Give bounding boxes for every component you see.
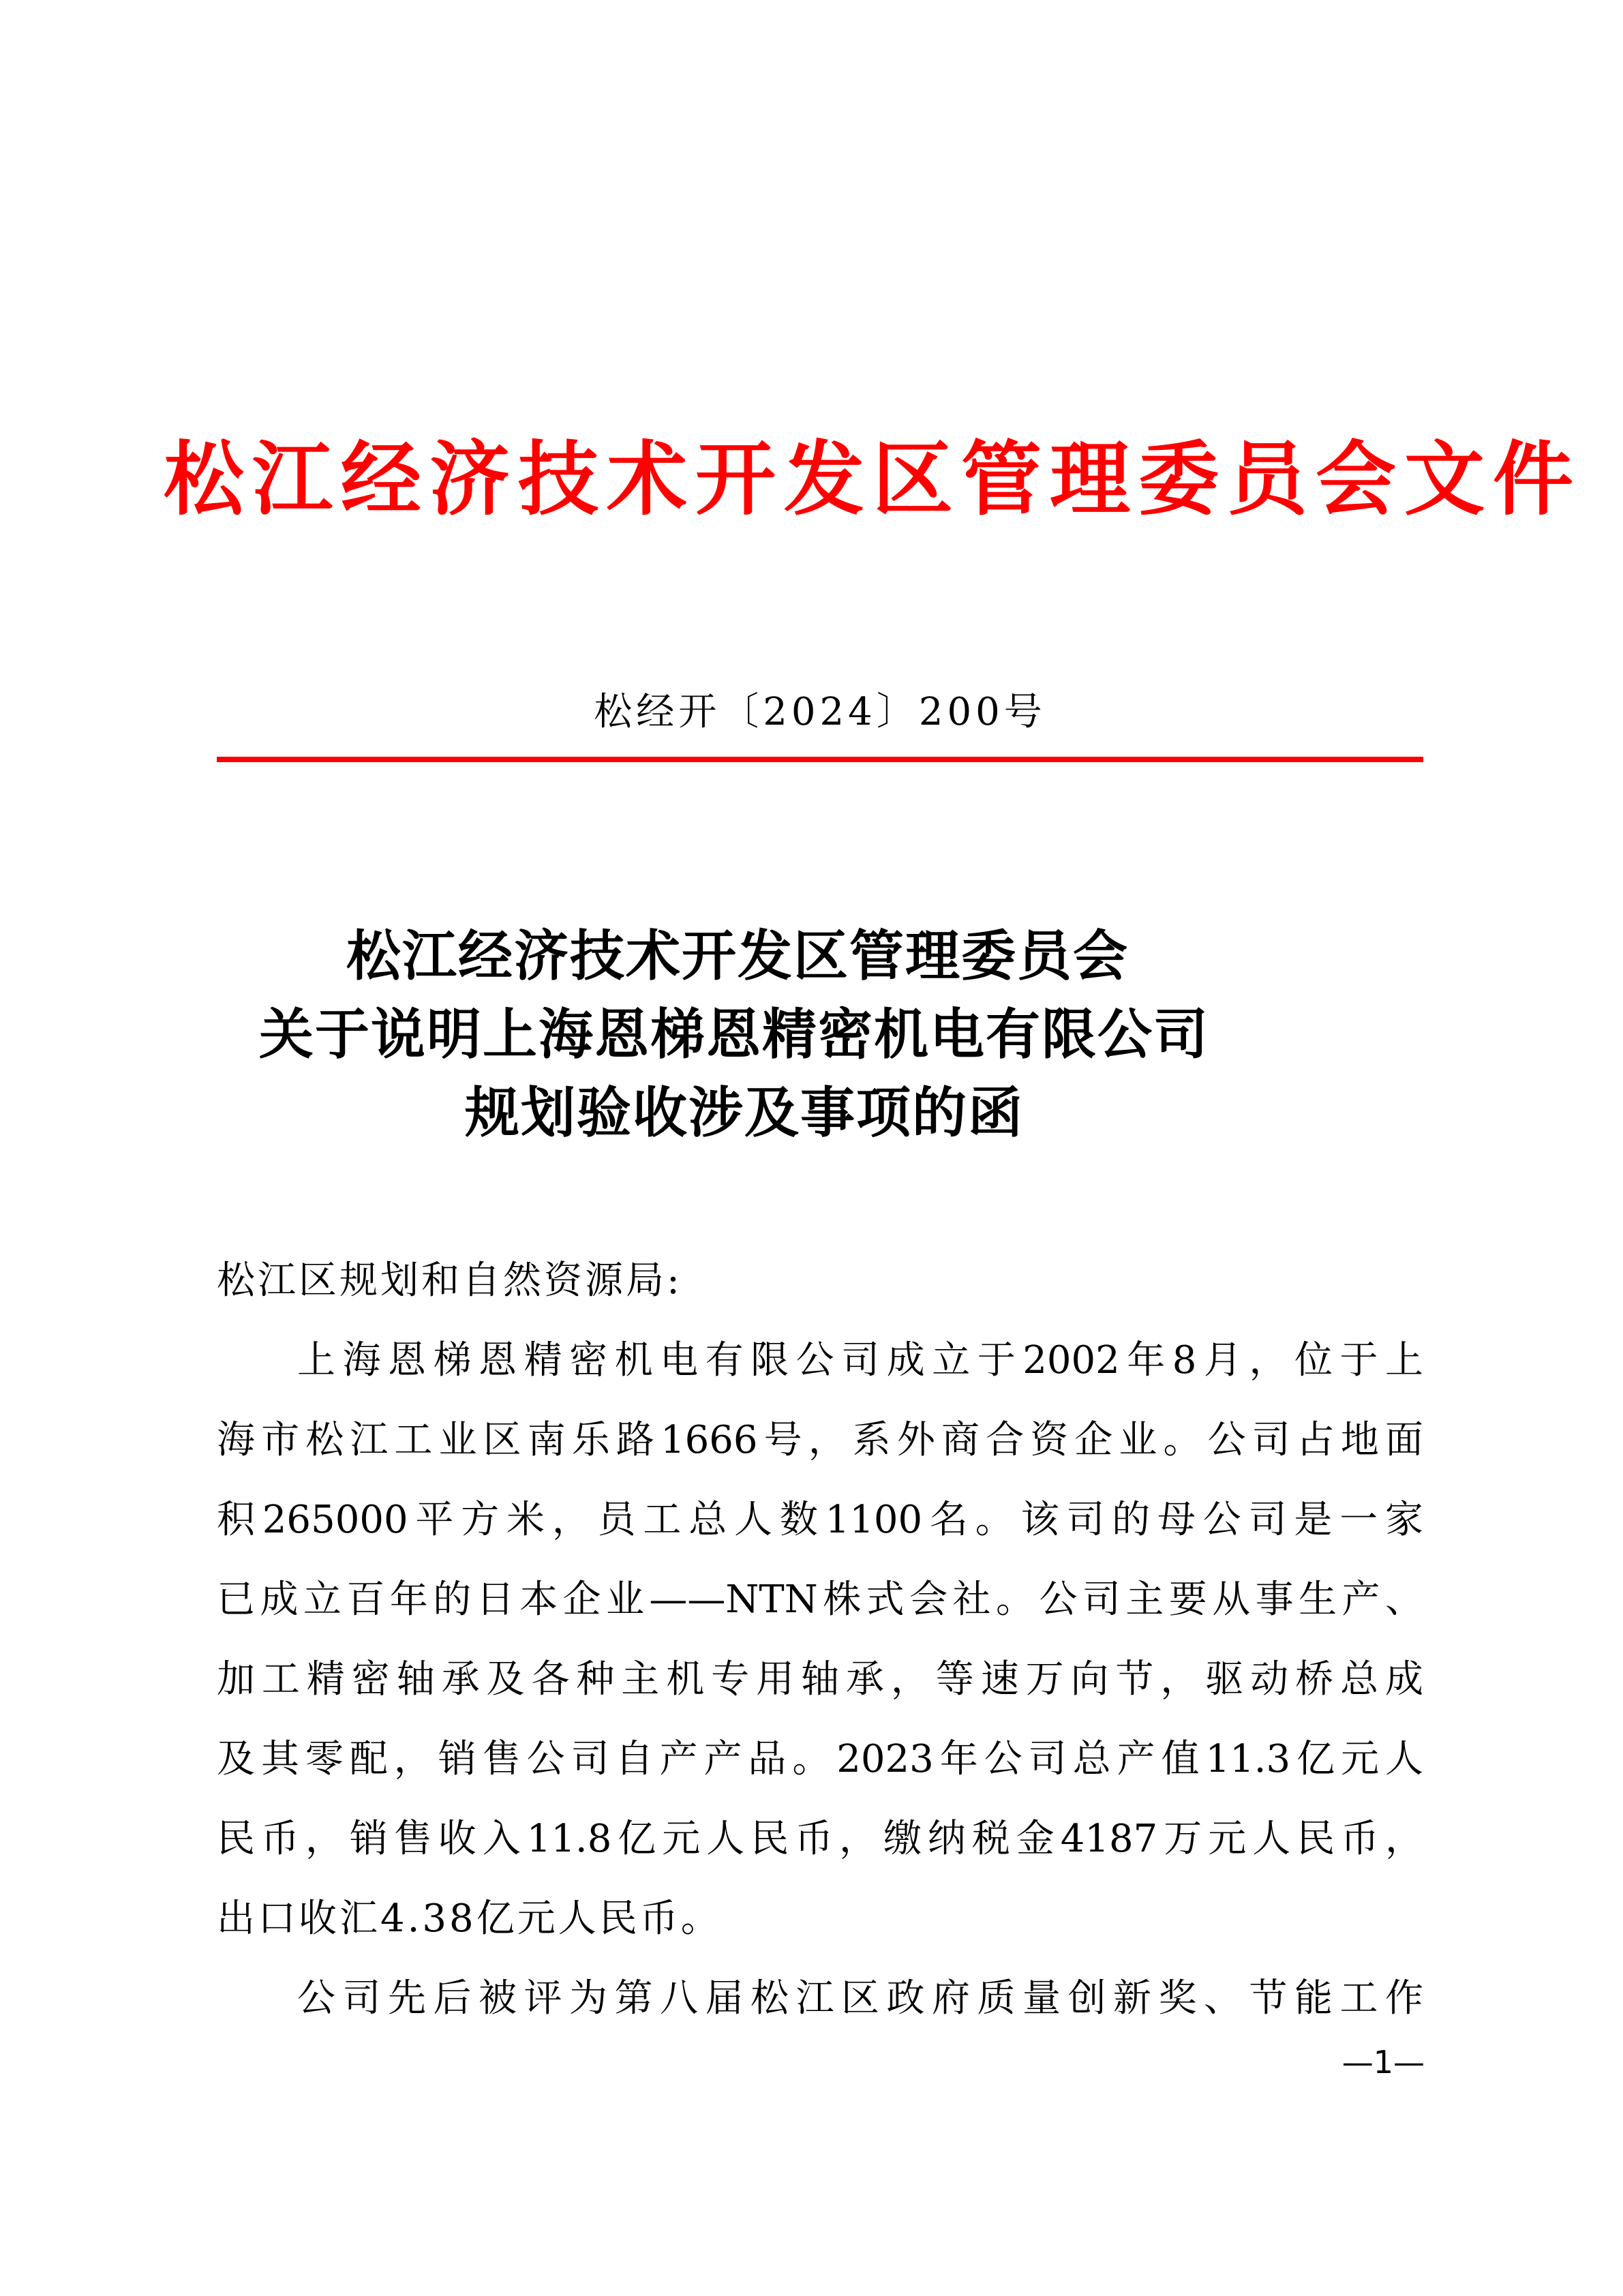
paragraph-2 [217, 1959, 1423, 2038]
paragraph-1 [217, 1320, 1423, 1959]
document-number: 松经开〔2024〕200号 [594, 690, 1046, 734]
body-line: 出口收汇4.38亿元人民币。 [217, 1897, 722, 1941]
title-line-2: 关于说明上海恩梯恩精密机电有限公司 [259, 1002, 1209, 1066]
page-number: —1— [1341, 2044, 1425, 2081]
red-divider-rule [217, 757, 1423, 762]
issuer-header: 松江经济技术开发区管理委员会文件 [164, 432, 1582, 526]
letter-body [217, 1241, 1423, 2038]
body-line: 民币，销售收入11.8亿元人民币，缴纳税金4187万元人民币， [217, 1817, 1423, 1861]
body-line: 已成立百年的日本企业——NTN株式会社。公司主要从事生产、 [217, 1577, 1423, 1622]
body-line: 海市松江工业区南乐路1666号，系外商合资企业。公司占地面 [217, 1418, 1423, 1462]
body-line: 公司先后被评为第八届松江区政府质量创新奖、节能工作 [297, 1976, 1423, 2021]
body-line: 及其零配，销售公司自产产品。2023年公司总产值11.3亿元人 [217, 1737, 1424, 1781]
salutation: 松江区规划和自然资源局: [217, 1258, 682, 1303]
body-line: 积265000平方米，员工总人数1100名。该司的母公司是一家 [217, 1498, 1423, 1542]
title-line-1: 松江经济技术开发区管理委员会 [346, 924, 1129, 988]
body-line: 加工精密轴承及各种主机专用轴承，等速万向节，驱动桥总成 [217, 1657, 1423, 1702]
body-line: 上海恩梯恩精密机电有限公司成立于2002年8月，位于上 [297, 1338, 1423, 1383]
title-line-3: 规划验收涉及事项的函 [465, 1081, 1024, 1145]
